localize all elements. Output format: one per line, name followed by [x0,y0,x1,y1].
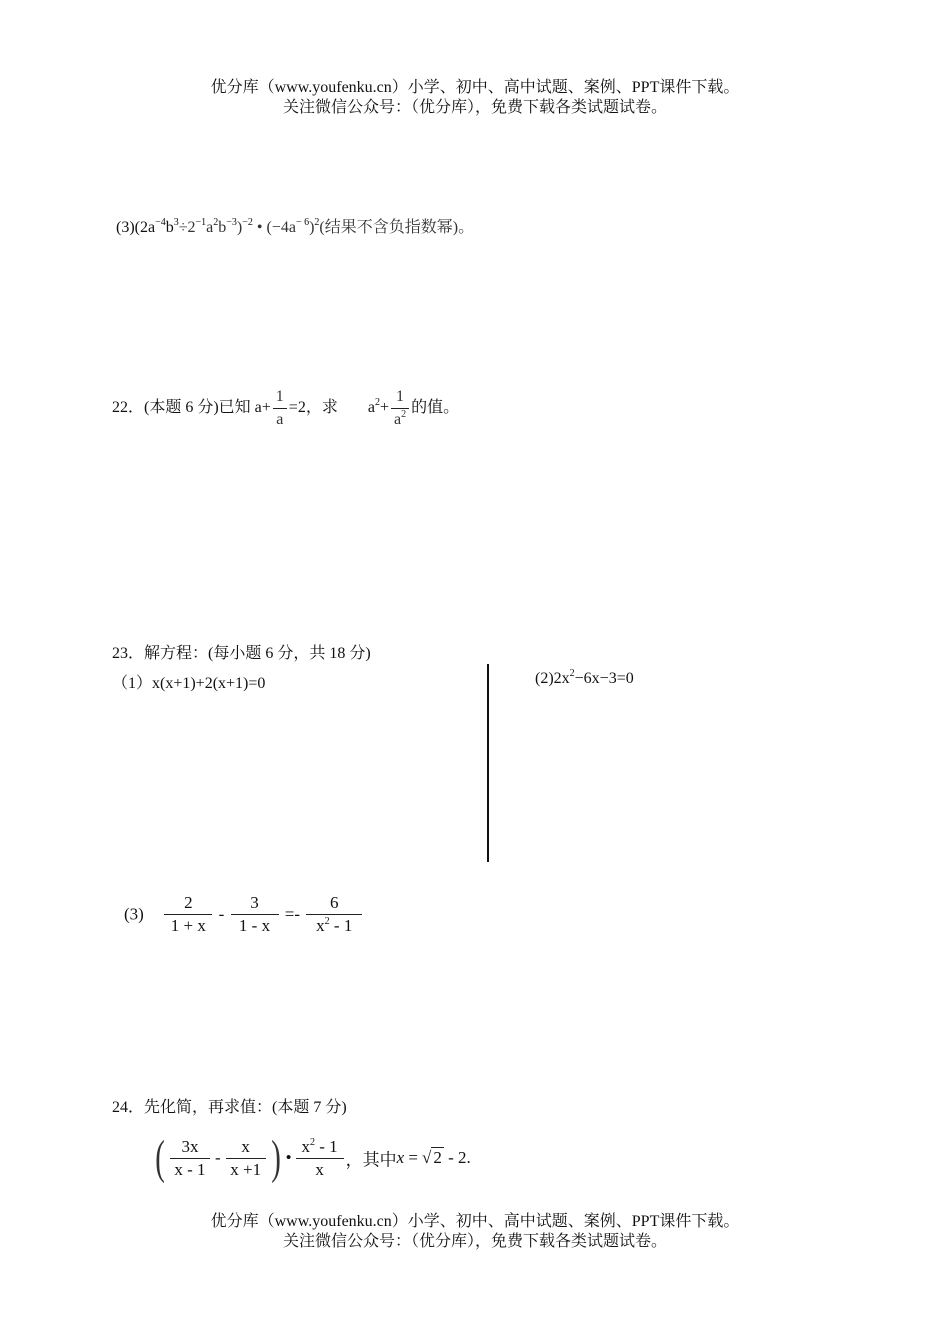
fraction-numerator: 3x [170,1138,210,1159]
column-divider [487,664,489,862]
fraction-x2-minus-1-over-x [296,1138,344,1179]
footer-line-2: 关注微信公众号：（优分库），免费下载各类试题试卷。 [282,1233,667,1250]
question-23-part-1: （1）x(x+1)+2(x+1)=0 [112,675,266,692]
question-22 [112,388,459,429]
fraction-numerator [296,1138,344,1159]
fraction-numerator: x [226,1138,266,1159]
minus-sign: - [218,904,225,924]
q24-eq: = [404,1148,418,1167]
minus-sign: - [214,1148,221,1167]
fraction-denominator: a [276,411,284,428]
q21-3-text: b [218,219,227,236]
fraction-numerator: 6 [306,894,362,915]
multiply-dot: • [285,1148,292,1167]
q21-3-exp: 2 [314,217,320,228]
q21-3-exp: −1 [195,217,207,228]
q22-exp: 2 [374,397,380,409]
left-paren: ( [155,1131,165,1184]
fraction-2-over-1-plus-x [164,894,212,935]
fraction-denominator: x +1 [230,1159,262,1179]
question-24-expression [152,1131,471,1184]
q21-3-exp: −4 [155,217,166,228]
fraction-denominator: 1 + x [170,916,206,935]
equals-minus: =- [284,904,300,924]
fraction-1-over-a-squared [391,388,409,429]
q23-2-text: −6x−3=0 [574,670,634,687]
fraction-3-over-1-minus-x [231,894,279,935]
question-23-part-3 [124,894,364,935]
sqrt-argument: 2 [433,1148,442,1167]
fraction-3x-over-x-minus-1 [170,1138,210,1179]
footer-line-1: 优分库（www.youfenku.cn）小学、初中、高中试题、案例、PPT课件下载。 [210,1213,740,1230]
fraction-denominator: x - 1 [174,1159,206,1179]
fraction-denominator: 1 - x [238,916,271,935]
question-23-part-2 [535,670,634,688]
q23-2-text: (2)2x [535,670,570,687]
right-paren: ) [270,1131,281,1184]
question-21-part-3 [116,214,474,237]
header-line-1: 优分库（www.youfenku.cn）小学、初中、高中试题、案例、PPT课件下载。 [210,79,740,96]
fraction-numerator: 2 [164,894,212,915]
fraction-1-over-a [273,388,287,429]
q23-3-den-x: x [316,916,325,935]
q23-3-den-rest: - 1 [329,916,353,935]
fraction-denominator [391,409,409,429]
q22-lead: 22．(本题 6 分)已知 a+ [112,399,271,417]
fraction-numerator: 1 [273,388,287,409]
q22-tail: 的值。 [411,399,460,417]
q24-num-rest: - 1 [315,1136,338,1156]
fraction-denominator [306,915,362,935]
q21-3-text: • (−4a [252,219,296,236]
q21-3-exp: −3 [226,217,237,228]
question-24-title: 24．先化简，再求值：(本题 7 分) [112,1099,347,1116]
q21-3-exp: 2 [213,217,219,228]
q21-3-text: (3)(2a [116,219,156,236]
q24-where: ，其中 [345,1150,397,1170]
fraction-numerator: 3 [231,894,279,915]
q24-num-x: x [301,1136,310,1156]
q21-3-text: ) [236,219,243,236]
q23-2-exp: 2 [569,668,575,679]
fraction-6-over-x2-minus-1 [306,894,362,935]
q22-den-a: a [393,411,402,428]
q22-plus: + [379,399,389,417]
q24-var: x [396,1148,405,1167]
q22-den-exp: 2 [401,409,407,420]
question-23-title: 23．解方程：(每小题 6 分，共 18 分) [112,645,371,662]
q21-3-note: (结果不含负指数幂)。 [319,219,475,236]
fraction-x-over-x-plus-1 [226,1138,266,1179]
fraction-denominator: x [315,1159,324,1179]
q23-3-label: (3) [124,904,144,924]
fraction-numerator: 1 [391,388,409,409]
q21-3-exp: −2 [242,217,253,228]
header-line-2: 关注微信公众号：（优分库），免费下载各类试题试卷。 [282,99,667,116]
q21-3-exp: 3 [173,217,179,228]
q21-3-text: a [206,219,214,236]
q22-a-squared: a [367,399,375,417]
q21-3-text: ) [309,219,315,236]
q23-3-den-exp: 2 [324,916,330,927]
q24-num-exp: 2 [310,1136,315,1148]
q24-tail: - 2. [443,1148,471,1167]
q21-3-exp: − 6 [295,217,310,228]
q24-condition [397,1148,471,1167]
q21-3-text: b [165,219,174,236]
q21-3-text: ÷2 [178,219,196,236]
q22-mid: =2，求 [288,399,338,417]
sqrt-sign-icon: √ [421,1148,432,1167]
